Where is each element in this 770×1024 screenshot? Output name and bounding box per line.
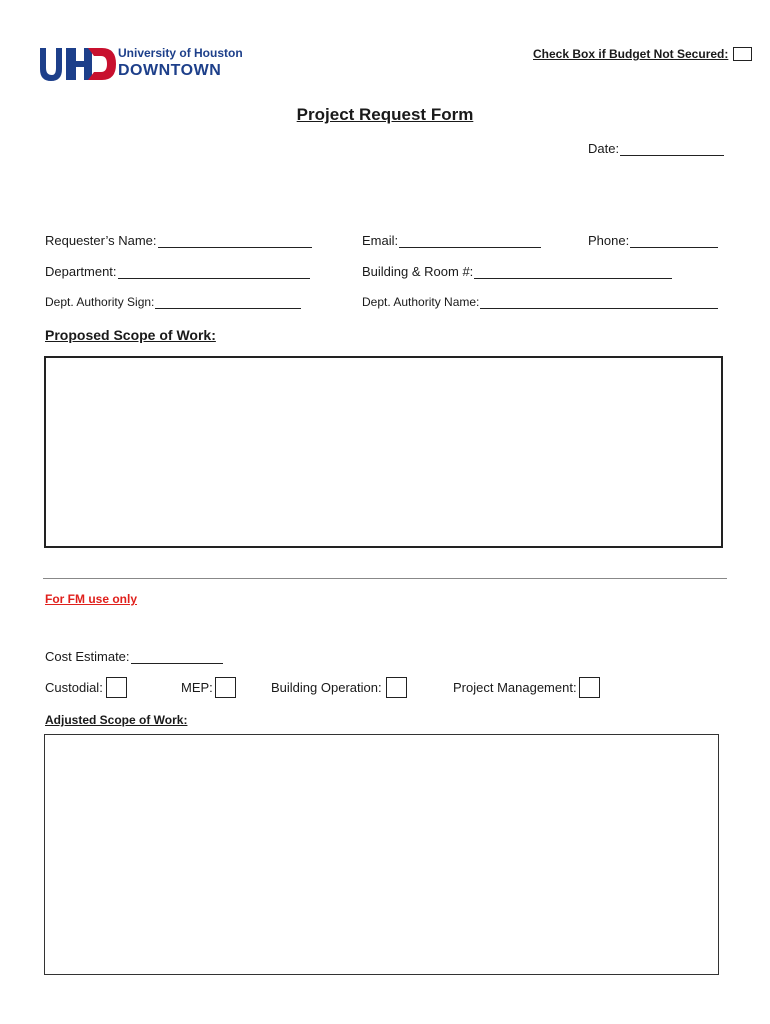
budget-not-secured-field[interactable] bbox=[533, 47, 752, 61]
custodial-label: Custodial: bbox=[45, 680, 103, 695]
dept-authority-name-label: Dept. Authority Name: bbox=[362, 295, 480, 309]
mep-field[interactable] bbox=[181, 677, 236, 698]
phone-input-line[interactable] bbox=[630, 234, 718, 248]
building-operation-checkbox[interactable] bbox=[386, 677, 407, 698]
requester-name-field[interactable] bbox=[45, 233, 312, 248]
requester-name-input-line[interactable] bbox=[158, 234, 312, 248]
uhd-logo bbox=[32, 44, 243, 84]
budget-not-secured-label: Check Box if Budget Not Secured: bbox=[533, 47, 729, 61]
dept-authority-name-input-line[interactable] bbox=[480, 295, 718, 309]
project-management-label: Project Management: bbox=[453, 680, 577, 695]
custodial-field[interactable] bbox=[45, 677, 127, 698]
adjusted-scope-textarea[interactable] bbox=[44, 734, 719, 975]
building-room-field[interactable] bbox=[362, 264, 672, 279]
date-input-line[interactable] bbox=[620, 142, 724, 156]
budget-not-secured-checkbox[interactable] bbox=[733, 47, 752, 61]
date-label: Date: bbox=[588, 141, 620, 156]
building-operation-field[interactable] bbox=[271, 677, 407, 698]
cost-estimate-field[interactable] bbox=[45, 649, 223, 664]
fm-use-only-label: For FM use only bbox=[45, 592, 138, 606]
cost-estimate-input-line[interactable] bbox=[131, 650, 223, 664]
project-management-field[interactable] bbox=[453, 677, 600, 698]
proposed-scope-textarea[interactable] bbox=[44, 356, 723, 548]
dept-authority-sign-field[interactable] bbox=[45, 295, 301, 309]
custodial-checkbox[interactable] bbox=[106, 677, 127, 698]
mep-label: MEP: bbox=[181, 680, 213, 695]
email-field[interactable] bbox=[362, 233, 541, 248]
department-label: Department: bbox=[45, 264, 117, 279]
email-label: Email: bbox=[362, 233, 399, 248]
logo-line1: University of Houston bbox=[118, 46, 243, 60]
dept-authority-name-field[interactable] bbox=[362, 295, 718, 309]
dept-authority-sign-label: Dept. Authority Sign: bbox=[45, 295, 155, 309]
project-management-checkbox[interactable] bbox=[579, 677, 600, 698]
cost-estimate-label: Cost Estimate: bbox=[45, 649, 130, 664]
adjusted-scope-heading: Adjusted Scope of Work: bbox=[45, 713, 188, 727]
email-input-line[interactable] bbox=[399, 234, 541, 248]
proposed-scope-heading: Proposed Scope of Work: bbox=[45, 327, 216, 343]
phone-field[interactable] bbox=[588, 233, 718, 248]
form-title: Project Request Form bbox=[296, 105, 474, 124]
section-divider bbox=[43, 578, 727, 579]
building-operation-label: Building Operation: bbox=[271, 680, 382, 695]
logo-line2: DOWNTOWN bbox=[118, 62, 222, 79]
department-field[interactable] bbox=[45, 264, 310, 279]
mep-checkbox[interactable] bbox=[215, 677, 236, 698]
building-room-label: Building & Room #: bbox=[362, 264, 474, 279]
dept-authority-sign-input-line[interactable] bbox=[155, 295, 301, 309]
department-input-line[interactable] bbox=[118, 265, 310, 279]
phone-label: Phone: bbox=[588, 233, 630, 248]
date-field[interactable] bbox=[588, 141, 724, 156]
building-room-input-line[interactable] bbox=[474, 265, 672, 279]
requester-name-label: Requester’s Name: bbox=[45, 233, 157, 248]
